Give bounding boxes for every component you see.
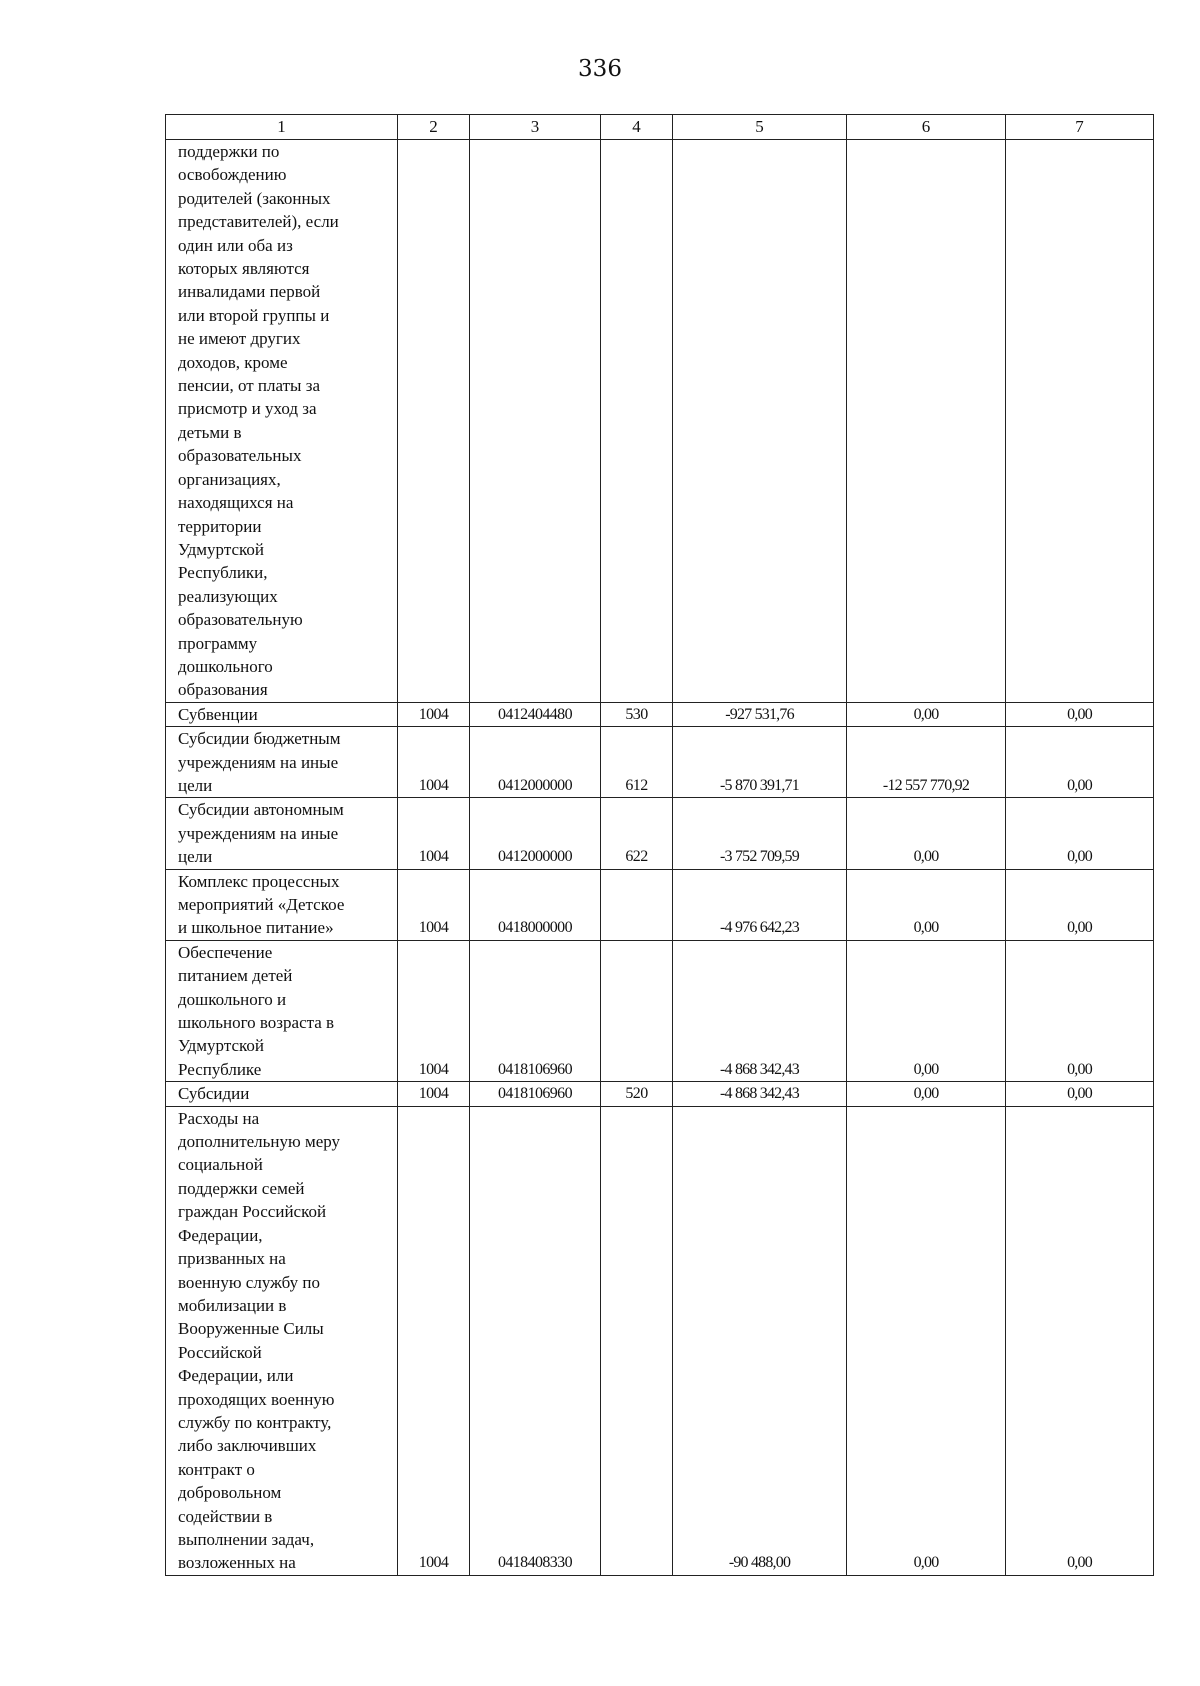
amount-col6: 0,00 — [847, 798, 1006, 869]
expense-type-code — [601, 869, 673, 940]
amount-col7: 0,00 — [1006, 727, 1154, 798]
table-row — [166, 798, 1154, 869]
target-article-code: 0412000000 — [470, 798, 601, 869]
section-code: 1004 — [398, 702, 470, 726]
column-header: 3 — [470, 115, 601, 140]
table-row — [166, 869, 1154, 940]
budget-table — [165, 114, 1154, 1576]
column-header: 7 — [1006, 115, 1154, 140]
section-code: 1004 — [398, 940, 470, 1081]
table-row — [166, 727, 1154, 798]
amount-col5: -4 868 342,43 — [673, 940, 847, 1081]
table-row — [166, 940, 1154, 1081]
target-article-code: 0412000000 — [470, 727, 601, 798]
column-header: 1 — [166, 115, 398, 140]
target-article-code: 0412404480 — [470, 702, 601, 726]
row-name: Субсидии бюджетным учреждениям на иные цели — [166, 727, 398, 798]
table-row — [166, 140, 1154, 703]
amount-col7: 0,00 — [1006, 1106, 1154, 1575]
amount-col5: -927 531,76 — [673, 702, 847, 726]
target-article-code: 0418408330 — [470, 1106, 601, 1575]
target-article-code: 0418106960 — [470, 1082, 601, 1106]
amount-col6: 0,00 — [847, 940, 1006, 1081]
table-row — [166, 702, 1154, 726]
section-code: 1004 — [398, 798, 470, 869]
amount-col6: 0,00 — [847, 1082, 1006, 1106]
amount-col7: 0,00 — [1006, 702, 1154, 726]
column-header: 2 — [398, 115, 470, 140]
header-row — [166, 115, 1154, 140]
amount-col7: 0,00 — [1006, 798, 1154, 869]
amount-col6: -12 557 770,92 — [847, 727, 1006, 798]
expense-type-code: 530 — [601, 702, 673, 726]
expense-type-code — [601, 140, 673, 703]
table-row — [166, 1106, 1154, 1575]
row-name: Субсидии автономным учреждениям на иные цели — [166, 798, 398, 869]
amount-col5: -3 752 709,59 — [673, 798, 847, 869]
expense-type-code — [601, 1106, 673, 1575]
amount-col6 — [847, 140, 1006, 703]
amount-col7: 0,00 — [1006, 1082, 1154, 1106]
column-header: 5 — [673, 115, 847, 140]
target-article-code: 0418106960 — [470, 940, 601, 1081]
amount-col6: 0,00 — [847, 869, 1006, 940]
row-name: Субвенции — [166, 702, 398, 726]
expense-type-code: 612 — [601, 727, 673, 798]
amount-col5: -90 488,00 — [673, 1106, 847, 1575]
amount-col5: -5 870 391,71 — [673, 727, 847, 798]
section-code: 1004 — [398, 869, 470, 940]
column-header: 6 — [847, 115, 1006, 140]
row-name: Расходы на дополнительную меру социальной поддержки семей граждан Российской Федерации, призванных на военную службу по мобилизации в Вооруженные Силы Российской Федерации, или проходящих военную службу по контракту, либо заключивших контракт о добровольном содействии в выполнении задач, возложенных на — [166, 1106, 398, 1575]
target-article-code: 0418000000 — [470, 869, 601, 940]
amount-col7: 0,00 — [1006, 940, 1154, 1081]
row-name: Обеспечение питанием детей дошкольного и школьного возраста в Удмуртской Республике — [166, 940, 398, 1081]
expense-type-code: 622 — [601, 798, 673, 869]
amount-col6: 0,00 — [847, 1106, 1006, 1575]
amount-col6: 0,00 — [847, 702, 1006, 726]
amount-col5: -4 868 342,43 — [673, 1082, 847, 1106]
amount-col5: -4 976 642,23 — [673, 869, 847, 940]
section-code: 1004 — [398, 1082, 470, 1106]
section-code: 1004 — [398, 1106, 470, 1575]
row-name: Комплекс процессных мероприятий «Детское и школьное питание» — [166, 869, 398, 940]
amount-col5 — [673, 140, 847, 703]
section-code — [398, 140, 470, 703]
column-header: 4 — [601, 115, 673, 140]
row-name: поддержки по освобождению родителей (законных представителей), если один или оба из которых являются инвалидами первой или второй группы и не имеют других доходов, кроме пенсии, от платы за присмотр и уход за детьми в образовательных организациях, находящихся на территории Удмуртской Республики, реализующих образовательную программу дошкольного образования — [166, 140, 398, 703]
amount-col7 — [1006, 140, 1154, 703]
expense-type-code: 520 — [601, 1082, 673, 1106]
section-code: 1004 — [398, 727, 470, 798]
amount-col7: 0,00 — [1006, 869, 1154, 940]
target-article-code — [470, 140, 601, 703]
expense-type-code — [601, 940, 673, 1081]
table-row — [166, 1082, 1154, 1106]
page-number: 336 — [578, 56, 622, 82]
row-name: Субсидии — [166, 1082, 398, 1106]
